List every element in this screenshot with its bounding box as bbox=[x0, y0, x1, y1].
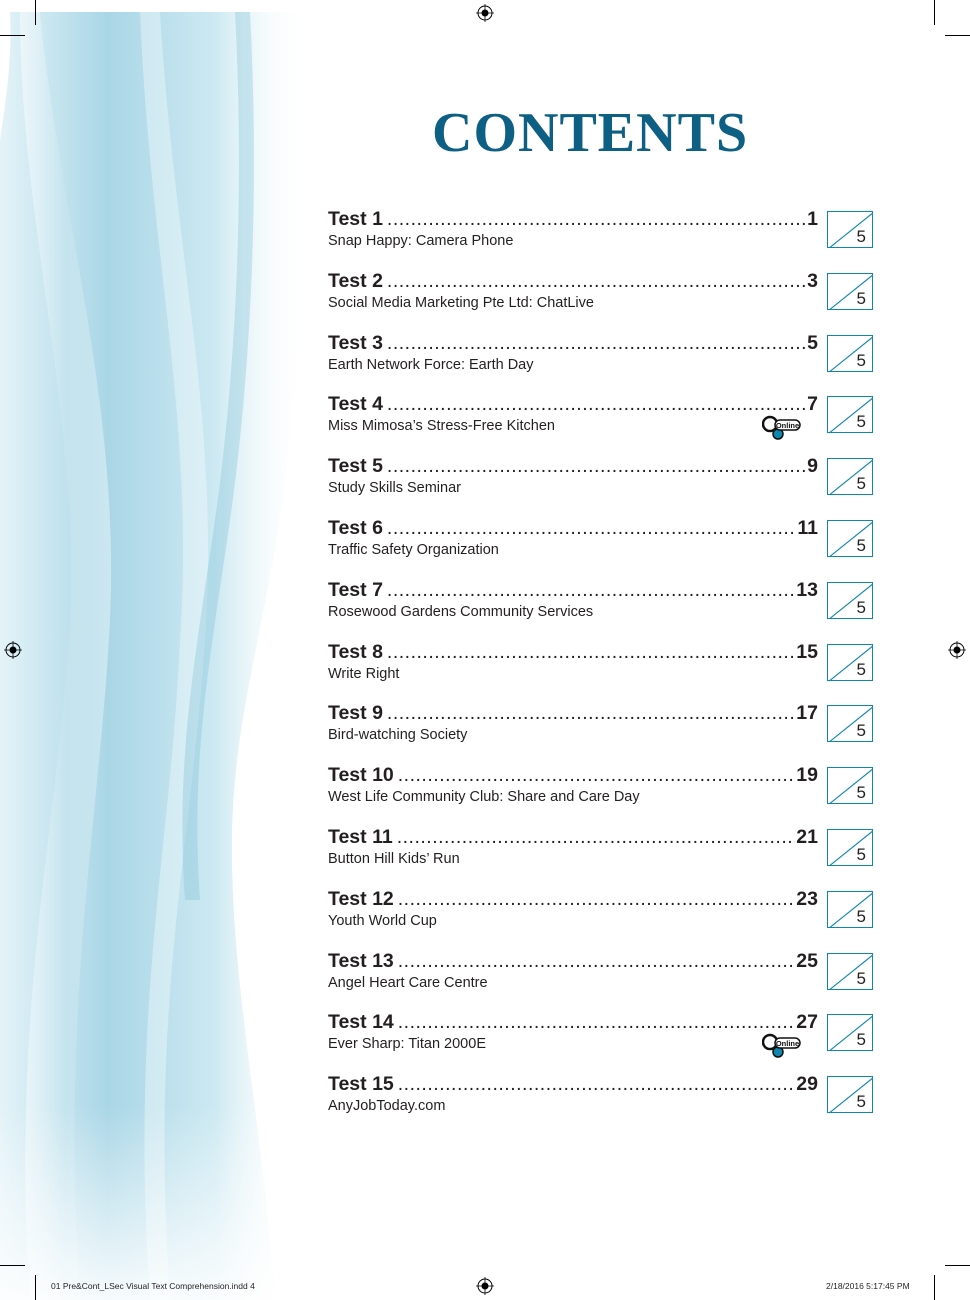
page-number: 19 bbox=[796, 764, 818, 787]
dot-leader bbox=[387, 516, 796, 540]
score-box bbox=[827, 1014, 873, 1051]
total-score: 5 bbox=[856, 474, 866, 494]
test-subtitle: AnyJobToday.com bbox=[328, 1098, 446, 1115]
toc-entry-heading bbox=[328, 331, 818, 355]
page-number: 11 bbox=[797, 516, 818, 539]
toc-entry-heading bbox=[328, 207, 818, 231]
test-label: Test 10 bbox=[328, 764, 394, 787]
test-subtitle: Miss Mimosa’s Stress-Free Kitchen bbox=[328, 418, 555, 435]
page-number: 9 bbox=[807, 455, 818, 478]
test-label: Test 4 bbox=[328, 393, 383, 416]
test-subtitle: Bird-watching Society bbox=[328, 727, 468, 744]
online-badge-label: Online bbox=[775, 1039, 800, 1049]
crop-mark bbox=[934, 1275, 935, 1300]
score-box bbox=[827, 211, 873, 248]
total-score: 5 bbox=[856, 659, 866, 679]
test-label: Test 2 bbox=[328, 269, 383, 292]
footer-file-info: 01 Pre&Cont_LSec Visual Text Comprehension.indd 4 bbox=[51, 1281, 255, 1291]
test-subtitle: Snap Happy: Camera Phone bbox=[328, 233, 514, 249]
toc-entry bbox=[328, 392, 888, 454]
page-title: CONTENTS bbox=[432, 102, 749, 164]
score-box bbox=[827, 458, 873, 495]
decorative-drape bbox=[0, 0, 330, 1300]
toc-entry-heading bbox=[328, 516, 818, 540]
test-subtitle: West Life Community Club: Share and Care Day bbox=[328, 789, 640, 806]
toc-entry-heading bbox=[328, 825, 818, 849]
dot-leader bbox=[387, 454, 806, 478]
test-label: Test 15 bbox=[328, 1073, 394, 1096]
test-subtitle: Earth Network Force: Earth Day bbox=[328, 356, 534, 373]
test-label: Test 3 bbox=[328, 331, 383, 354]
page-number: 29 bbox=[796, 1073, 818, 1096]
test-label: Test 9 bbox=[328, 702, 383, 725]
score-box bbox=[827, 273, 873, 310]
test-label: Test 5 bbox=[328, 455, 383, 478]
total-score: 5 bbox=[856, 1030, 866, 1050]
toc-entry-heading bbox=[328, 269, 818, 293]
toc-entry bbox=[328, 269, 888, 331]
toc-entry bbox=[328, 887, 888, 949]
page-number: 21 bbox=[796, 825, 818, 848]
registration-mark-icon bbox=[476, 1277, 494, 1295]
crop-mark bbox=[945, 1265, 970, 1266]
score-box bbox=[827, 582, 873, 619]
toc-entry bbox=[328, 701, 888, 763]
score-box bbox=[827, 705, 873, 742]
toc-entry-heading bbox=[328, 578, 818, 602]
test-label: Test 8 bbox=[328, 640, 383, 663]
test-subtitle: Study Skills Seminar bbox=[328, 480, 461, 497]
total-score: 5 bbox=[856, 597, 866, 617]
registration-mark-icon bbox=[948, 641, 966, 659]
test-subtitle: Social Media Marketing Pte Ltd: ChatLive bbox=[328, 294, 594, 311]
score-box bbox=[827, 891, 873, 928]
page-number: 23 bbox=[796, 887, 818, 910]
crop-mark bbox=[934, 0, 935, 25]
total-score: 5 bbox=[856, 1092, 866, 1112]
toc-entry-heading bbox=[328, 1072, 818, 1096]
test-subtitle: Write Right bbox=[328, 665, 400, 682]
registration-mark-icon bbox=[476, 4, 494, 22]
page-number: 3 bbox=[807, 269, 818, 292]
crop-mark bbox=[0, 1265, 25, 1266]
crop-mark bbox=[0, 35, 25, 36]
dot-leader bbox=[398, 887, 796, 911]
page-number: 15 bbox=[796, 640, 818, 663]
score-box bbox=[827, 767, 873, 804]
dot-leader bbox=[387, 640, 795, 664]
page-number: 7 bbox=[807, 393, 818, 416]
test-label: Test 7 bbox=[328, 578, 383, 601]
toc-entry bbox=[328, 331, 888, 393]
test-label: Test 1 bbox=[328, 208, 383, 230]
total-score: 5 bbox=[856, 844, 866, 864]
dot-leader bbox=[398, 1072, 796, 1096]
test-label: Test 13 bbox=[328, 949, 394, 972]
footer-timestamp: 2/18/2016 5:17:45 PM bbox=[826, 1281, 910, 1291]
crop-mark bbox=[35, 1275, 36, 1300]
toc-entry bbox=[328, 454, 888, 516]
online-badge-label: Online bbox=[775, 421, 800, 431]
online-badge-icon bbox=[762, 1032, 802, 1062]
dot-leader bbox=[398, 949, 796, 973]
total-score: 5 bbox=[856, 721, 866, 741]
toc-entry bbox=[328, 949, 888, 1011]
crop-mark bbox=[35, 0, 36, 25]
test-label: Test 6 bbox=[328, 516, 383, 539]
score-box bbox=[827, 644, 873, 681]
score-box bbox=[827, 1076, 873, 1113]
dot-leader bbox=[398, 1010, 796, 1034]
page-number: 17 bbox=[796, 702, 818, 725]
total-score: 5 bbox=[856, 288, 866, 308]
table-of-contents bbox=[328, 207, 888, 1134]
online-badge-icon bbox=[762, 414, 802, 444]
page-number: 5 bbox=[807, 331, 818, 354]
dot-leader bbox=[387, 578, 795, 602]
registration-mark-icon bbox=[4, 641, 22, 659]
test-subtitle: Angel Heart Care Centre bbox=[328, 974, 488, 991]
toc-entry-heading bbox=[328, 701, 818, 725]
toc-entry-heading bbox=[328, 1010, 818, 1034]
toc-entry-heading bbox=[328, 887, 818, 911]
dot-leader bbox=[387, 207, 806, 231]
toc-entry bbox=[328, 578, 888, 640]
score-box bbox=[827, 335, 873, 372]
score-box bbox=[827, 520, 873, 557]
toc-entry bbox=[328, 1072, 888, 1134]
dot-leader bbox=[397, 825, 796, 849]
test-subtitle: Ever Sharp: Titan 2000E bbox=[328, 1036, 486, 1053]
page-number: 13 bbox=[796, 578, 818, 601]
total-score: 5 bbox=[856, 535, 866, 555]
dot-leader bbox=[387, 701, 795, 725]
total-score: 5 bbox=[856, 412, 866, 432]
dot-leader bbox=[387, 392, 806, 416]
total-score: 5 bbox=[856, 906, 866, 926]
toc-entry-heading bbox=[328, 640, 818, 664]
total-score: 5 bbox=[856, 968, 866, 988]
total-score: 5 bbox=[856, 350, 866, 370]
test-subtitle: Traffic Safety Organization bbox=[328, 541, 499, 558]
page-number: 1 bbox=[807, 208, 818, 230]
score-box bbox=[827, 829, 873, 866]
toc-entry bbox=[328, 516, 888, 578]
test-subtitle: Rosewood Gardens Community Services bbox=[328, 603, 594, 620]
crop-mark bbox=[945, 35, 970, 36]
test-subtitle: Youth World Cup bbox=[328, 912, 437, 929]
test-label: Test 12 bbox=[328, 887, 394, 910]
toc-entry bbox=[328, 1010, 888, 1072]
test-subtitle: Button Hill Kids’ Run bbox=[328, 850, 460, 867]
toc-entry-heading bbox=[328, 763, 818, 787]
toc-entry-heading bbox=[328, 454, 818, 478]
toc-entry-heading bbox=[328, 949, 818, 973]
page-number: 25 bbox=[796, 949, 818, 972]
total-score: 5 bbox=[856, 227, 866, 246]
total-score: 5 bbox=[856, 783, 866, 803]
score-box bbox=[827, 953, 873, 990]
test-label: Test 11 bbox=[328, 825, 393, 848]
dot-leader bbox=[398, 763, 796, 787]
test-label: Test 14 bbox=[328, 1011, 394, 1034]
page-number: 27 bbox=[796, 1011, 818, 1034]
score-box bbox=[827, 396, 873, 433]
toc-entry bbox=[328, 825, 888, 887]
toc-entry-heading bbox=[328, 392, 818, 416]
toc-entry bbox=[328, 640, 888, 702]
toc-entry bbox=[328, 763, 888, 825]
toc-entry bbox=[328, 207, 888, 269]
dot-leader bbox=[387, 269, 806, 293]
dot-leader bbox=[387, 331, 806, 355]
